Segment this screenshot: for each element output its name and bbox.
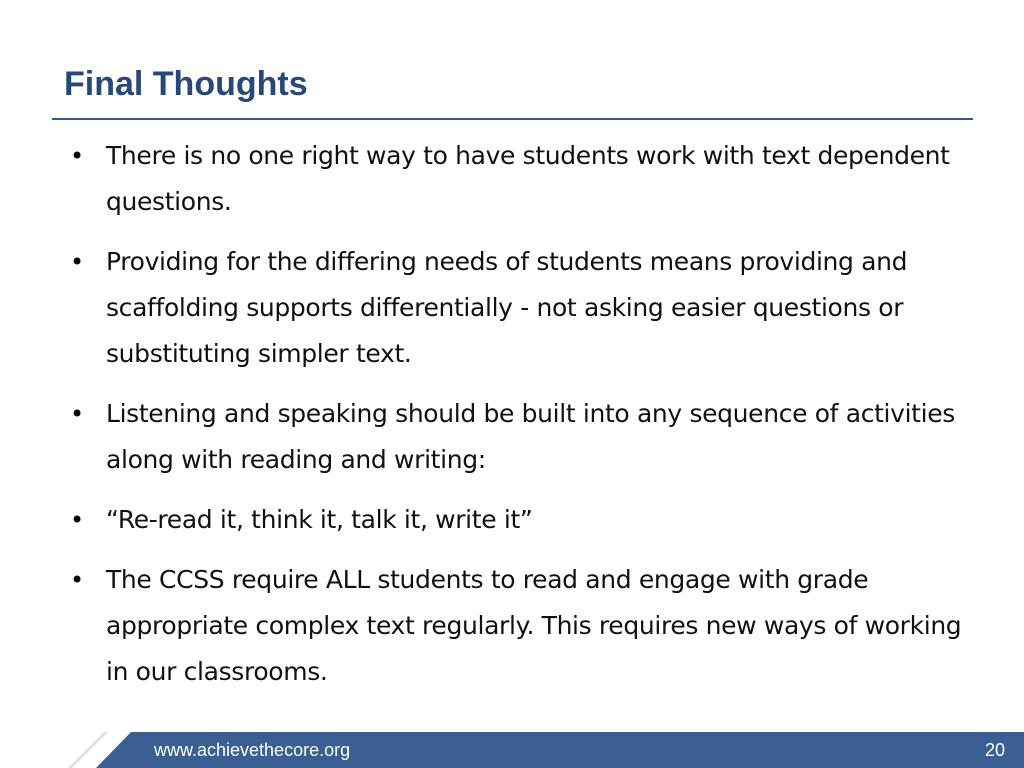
bullet-icon: • [70,506,85,534]
bullet-icon: • [70,248,85,276]
page-number: 20 [984,740,1005,760]
bullet-text: Providing for the differing needs of students means providing and scaffolding supports differentially - not asking easier questions or substituting simpler text. [106,247,908,368]
bullet-text: There is no one right way to have students work with text dependent questions. [106,141,950,216]
slide-title: Final Thoughts [64,65,308,103]
bullet-list [56,133,966,709]
bullet-icon: • [70,400,85,428]
bullet-item-5 [56,557,966,695]
bullet-item-4 [56,497,966,543]
bullet-icon: • [70,142,85,170]
bullet-icon: • [70,566,85,594]
bullet-text: “Re-read it, think it, talk it, write it” [106,505,533,534]
footer-url[interactable]: www.achievethecore.org [154,740,351,760]
title-divider [52,118,973,120]
bullet-text: The CCSS require ALL students to read and engage with grade appropriate complex text regularly. This requires new ways of working in our classrooms. [106,565,962,686]
bullet-text: Listening and speaking should be built into any sequence of activities along with reading and writing: [106,399,955,474]
footer [0,732,1024,768]
bullet-item-3 [56,391,966,483]
bullet-item-2 [56,239,966,377]
bullet-item-1 [56,133,966,225]
